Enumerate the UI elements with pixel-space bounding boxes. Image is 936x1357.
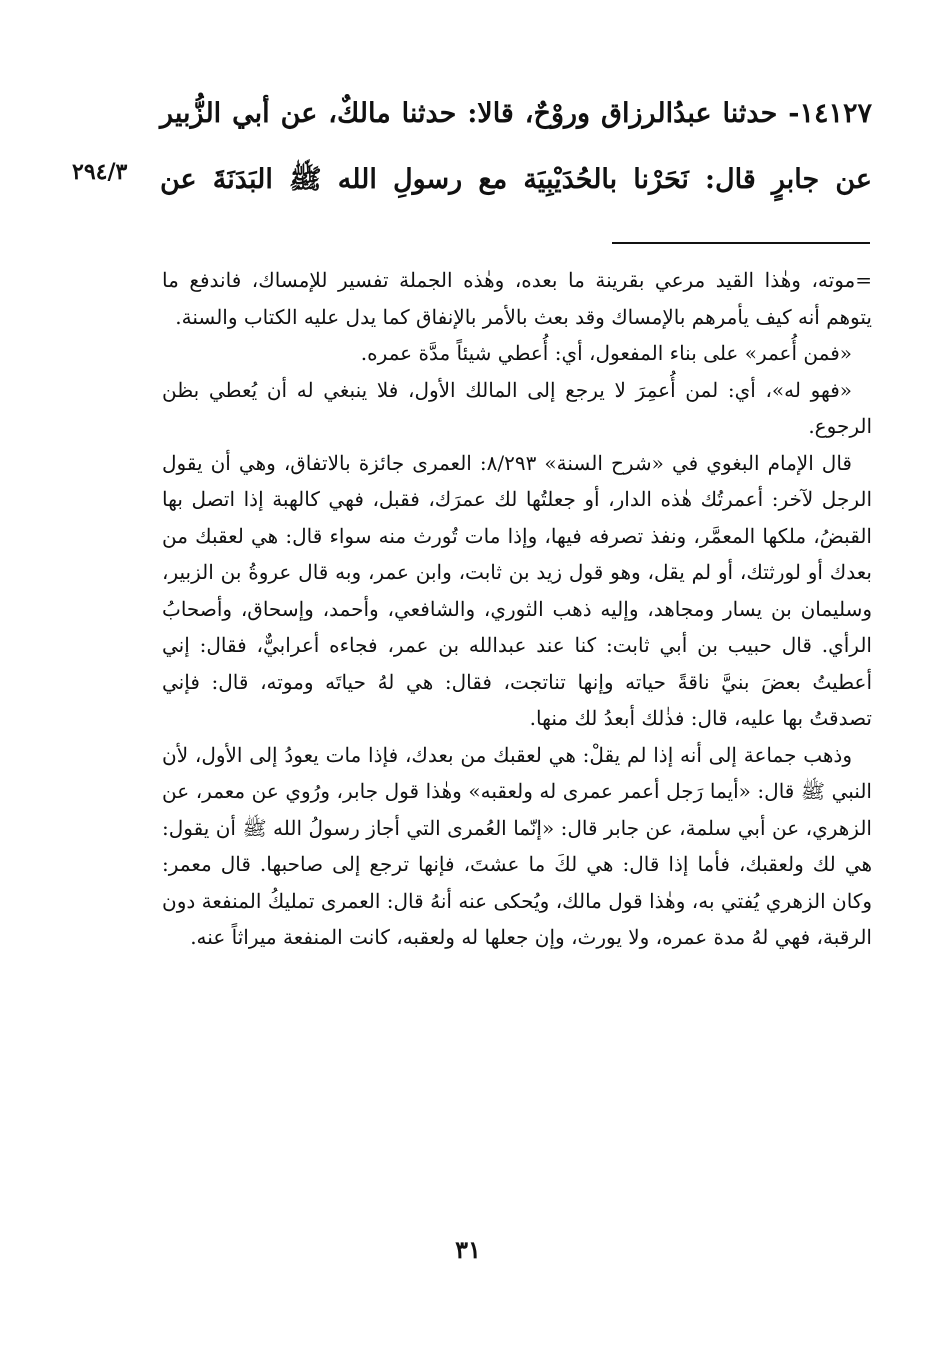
hadith-line: ١٤١٢٧- حدثنا عبدُالرزاق وروْحٌ، قالا: حدثنا مالكٌ، عن أبي الزُّبير <box>160 98 872 129</box>
volume-page-reference: ٢٩٤/٣ <box>72 159 128 185</box>
footnote-paragraph: قال الإمام البغوي في «شرح السنة» ٨/٢٩٣: العمرى جائزة بالاتفاق، وهي أن يقول الرجل لآخر: أعمرتُك هٰذه الدار، أو جعلتُها لك عمرَك، فقبل، فهي كالهبة إذا اتصل بها القبضُ، ملكها المعمَّر، ونفذ تصرفه فيها، وإذا مات تُورث منه سواء قال: هي لعقبك من بعدك أو لورثتك، أو لم يقل، وهو قول زيد بن ثابت، وابن عمر، وبه قال عروةُ بن الزبير، وسليمان بن يسار ومجاهد، وإليه ذهب الثوري، والشافعي، وأحمد، وإسحاق، وأصحابُ الرأي. قال حبيب بن أبي ثابت: كنا عند عبدالله بن عمر، فجاءه أعرابيٌّ، فقال: إني أعطيتُ بعضَ بنيَّ ناقةً حياته وإنها تناتجت، فقال: هي لهُ حياتَه وموته، قال: فإني تصدقتُ بها عليه، قال: فذٰلك أبعدُ لك منها. <box>162 450 872 730</box>
footnote-paragraph: وذهب جماعة إلى أنه إذا لم يقلْ: هي لعقبك من بعدك، فإذا مات يعودُ إلى الأول، لأن النبي ﷺ قال: «أيما رَجل أعمر عمرى له ولعقبه» وهٰذا قول جابر، ورُوي عن معمر، عن الزهري، عن أبي سلمة، عن جابر قال: «إنّما العُمرى التي أجاز رسولُ الله ﷺ أن يقول: هي لك ولعقبك، فأما إذا قال: هي لكَ ما عشتَ، فإنها ترجع إلى صاحبها. قال معمر: وكان الزهري يُفتي به، وهٰذا قول مالك، ويُحكى عنه أنهُ قال: العمرى تمليكُ المنفعة دون الرقبة، فهي لهُ مدة عمره، ولا يورث، وإن جعلها له ولعقبه، كانت المنفعة ميراثاً عنه. <box>162 742 872 949</box>
footnote-paragraph: =موته، وهٰذا القيد مرعي بقرينة ما بعده، وهٰذه الجملة تفسير للإمساك، فاندفع ما يتوهم أنه كيف يأمرهم بالإمساك وقد بعث بالأمر بالإنفاق كما يدل عليه الكتاب والسنة. <box>162 268 872 329</box>
hadith-line: عن جابرٍ قال: نَحَرْنا بالحُدَيْبِيَة مع رسولِ الله ﷺ البَدَنَةَ عن <box>160 164 872 195</box>
page-number: ٣١ <box>455 1235 481 1264</box>
footnote-paragraph: «فمن أُعمر» على بناء المفعول، أي: أُعطي شيئاً مدَّة عمره. <box>360 341 852 365</box>
footnotes-block <box>162 262 872 956</box>
footnote-paragraph: «فهو له»، أي: لمن أُعمِرَ لا يرجع إلى المالك الأول، فلا ينبغي له أن يُعطي بظن الرجوع. <box>162 377 872 438</box>
footnote-divider <box>612 242 870 244</box>
